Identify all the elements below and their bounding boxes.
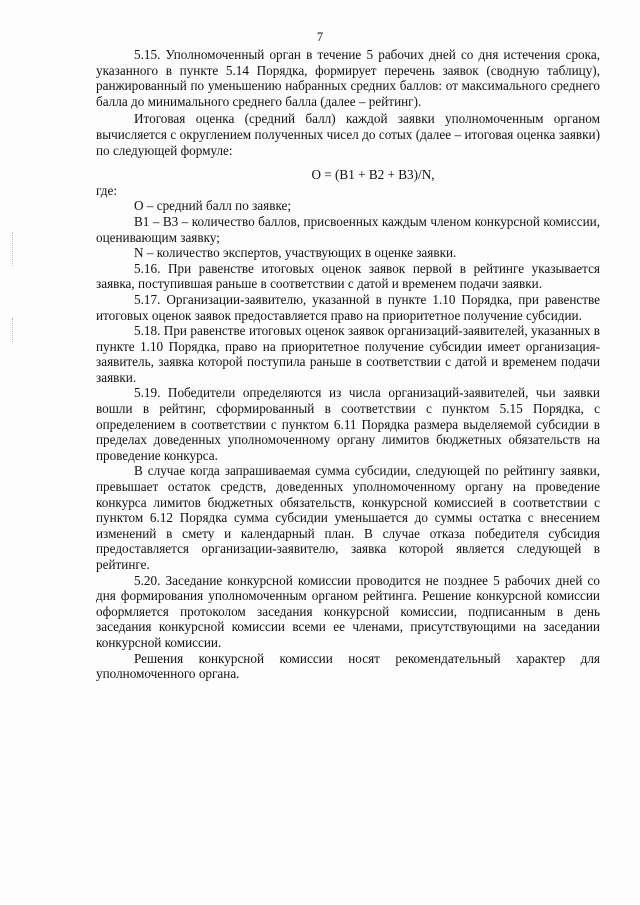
paragraph-final-score: Итоговая оценка (средний балл) каждой заявки уполномоченным органом вычисляется с округлением полученных чисел до сотых (далее – итоговая оценка заявки) по следующей формуле: xyxy=(96,111,600,158)
paragraph-5-16: 5.16. При равенстве итоговых оценок заявок первой в рейтинге указывается заявка, поступившая раньше в соответствии с датой и временем подачи заявки. xyxy=(96,260,600,292)
paragraph-5-19: 5.19. Победители определяются из числа организаций-заявителей, чьи заявки вошли в рейтинг, сформированный в соответствии с пунктом 5.15 Порядка, с определением в соответствии с пунктом 6.11 Порядка размера выделяемой субсидии в пределах доведенных уполномоченному органу лимитов бюджетных обязательств на проведение конкурса. xyxy=(96,385,600,463)
paragraph-5-18: 5.18. При равенстве итоговых оценок заявок организаций-заявителей, указанных в пункте 1.10 Порядка, право на приоритетное получение субсидии имеет организация-заявитель, заявка которой поступила раньше в соответствии с датой и временем подачи заявки. xyxy=(96,323,600,385)
paragraph-subsidy-remainder: В случае когда запрашиваемая сумма субсидии, следующей по рейтингу заявки, превышает остаток средств, доведенных уполномоченному органу на проведение конкурса лимитов бюджетных обязательств, конкурсной комиссией в соответствии с пунктом 6.12 Порядка сумма субсидии уменьшается до суммы остатка с внесением изменений в смету и календарный план. В случае отказа победителя субсидия предоставляется организации-заявителю, заявка которой является следующей в рейтинге. xyxy=(96,463,600,572)
binding-mark xyxy=(12,318,13,342)
formula-def-n: N – количество экспертов, участвующих в оценке заявки. xyxy=(134,245,457,261)
page-number: 7 xyxy=(316,30,324,44)
binding-mark xyxy=(12,232,13,266)
formula-where: где: xyxy=(96,182,117,198)
formula: О = (В1 + В2 + В3)/N, xyxy=(311,167,435,183)
paragraph-5-17: 5.17. Организации-заявителю, указанной в пункте 1.10 Порядка, при равенстве итоговых оценок заявок предоставляется право на приоритетное получение субсидии. xyxy=(96,291,600,323)
paragraph-recommendations: Решения конкурсной комиссии носят рекомендательный характер для уполномоченного органа. xyxy=(96,650,600,682)
paragraph-5-15: 5.15. Уполномоченный орган в течение 5 рабочих дней со дня истечения срока, указанного в пункте 5.14 Порядка, формирует перечень заявок (сводную таблицу), ранжированный по уменьшению набранных средних баллов: от максимального среднего балла до минимального среднего балла (далее – рейтинг). xyxy=(96,47,600,109)
document-body xyxy=(96,47,600,682)
formula-def-o: О – средний балл по заявке; xyxy=(134,198,292,214)
formula-def-b: В1 – В3 – количество баллов, присвоенных каждым членом конкурсной комиссии, оценивающим заявку; xyxy=(96,213,600,245)
paragraph-5-20: 5.20. Заседание конкурсной комиссии проводится не позднее 5 рабочих дней со дня формирования уполномоченным органом рейтинга. Решение конкурсной комиссии оформляется протоколом заседания конкурсной комиссии, подписанным в день заседания конкурсной комиссии всеми ее членами, присутствующими на заседании конкурсной комиссии. xyxy=(96,572,600,650)
